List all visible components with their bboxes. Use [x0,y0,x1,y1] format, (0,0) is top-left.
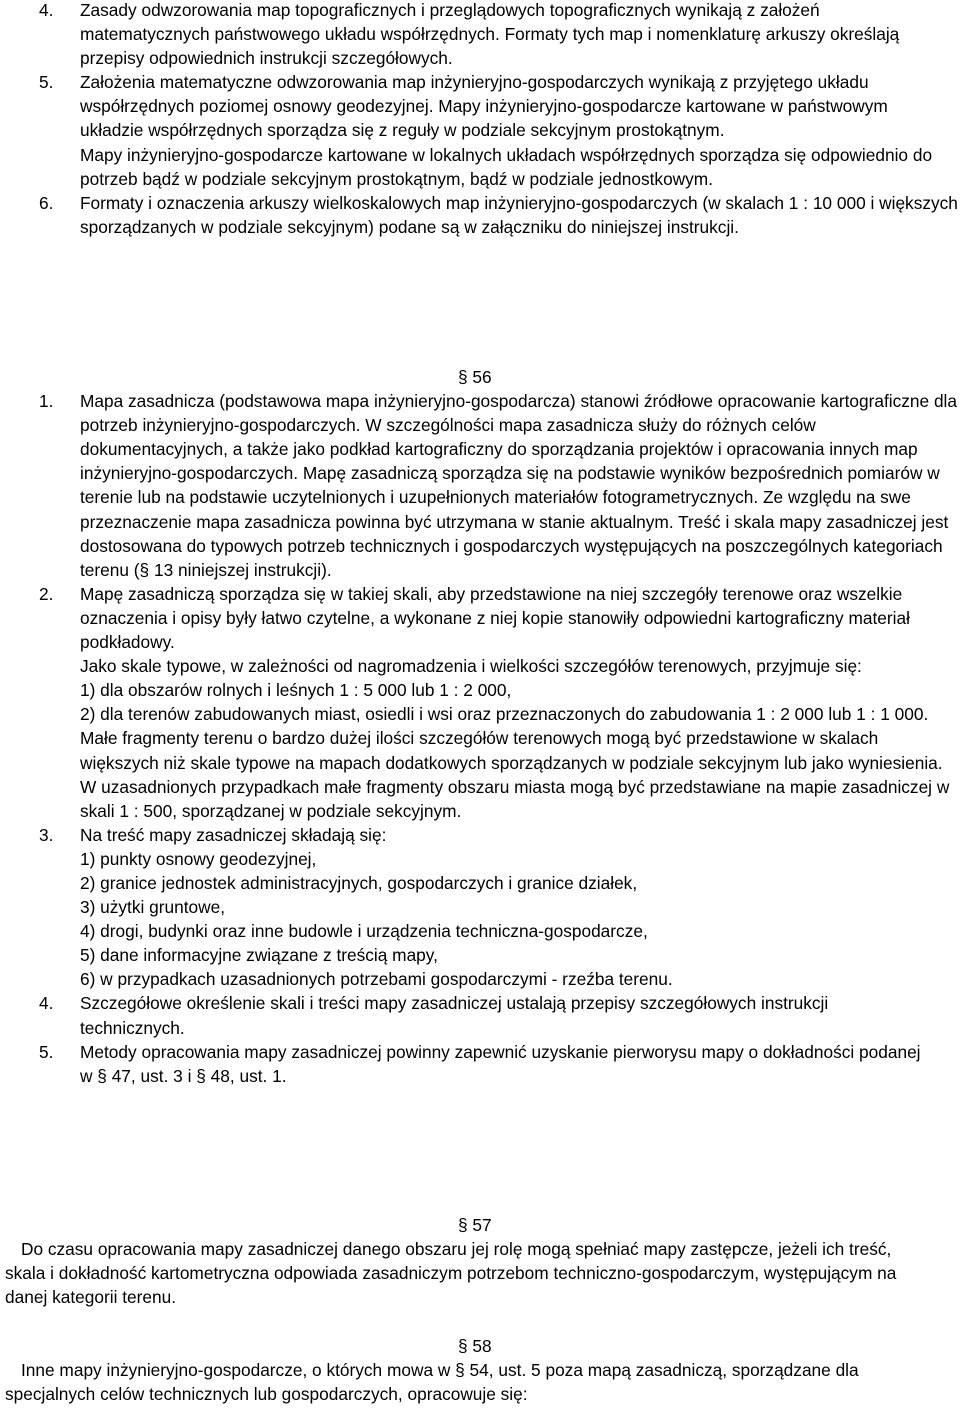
section-58 [0,1334,960,1406]
item-text: Mapa zasadnicza (podstawowa mapa inżynieryjno-gospodarcza) stanowi źródłowe opracowanie kartograficzne dla potrzeb inżynieryjno-gospodarczych. W szczególności mapa zasadnicza służy do różnych celów dokumentacyjnych, a także jako podkład kartograficzny do sporządzania projektów i opracowania innych map inżynieryjno-gospodarczych. Mapę zasadniczą sporządza się na podstawie wyników bezpośrednich pomiarów w terenie lub na podstawie uczytelnionych i uzupełnionych materiałów fotogrametrycznych. Ze względu na swe przeznaczenie mapa zasadnicza powinna być utrzymana w stanie aktualnym. Treść i skala mapy zasadniczej jest dostosowana do typowych potrzeb technicznych i gospodarczych występujących na poszczególnych kategoriach terenu (§ 13 niniejszej instrukcji). [80,391,958,580]
sub-item: 6) w przypadkach uzasadnionych potrzebami gospodarczymi - rzeźba terenu. [80,969,673,990]
sub-item: 1) punkty osnowy geodezyjnej, [80,848,317,869]
item-text: Na treść mapy zasadniczej składają się: [80,824,387,845]
list-item-3 [0,823,940,847]
block-1 [0,0,960,239]
paragraph: Mapy inżynieryjno-gospodarcze kartowane w lokalnych układach współrzędnych sporządza się odpowiednio do potrzeb bądź w podziale sekcyjnym prostokątnym, bądź w podziale jednostkowym. [80,144,933,189]
section-56 [0,365,960,1088]
list-item-6 [0,191,960,239]
paragraph: Do czasu opracowania mapy zasadniczej danego obszaru jej rolę mogą spełniać mapy zastępcze, jeżeli ich treść, skala i dokładność kartometryczna odpowiada zasadniczym potrzebom techniczno-gospodarczym, występującym na danej kategorii terenu. [5,1239,897,1308]
section-57 [0,1213,960,1309]
section-heading: § 57 [458,1215,492,1235]
item-number: 1. [39,391,54,412]
item-number: 5. [39,1041,54,1062]
sub-item: 4) drogi, budynki oraz inne budowle i urządzenia techniczna-gospodarcze, [80,921,648,942]
paragraph: Jako skale typowe, w zależności od nagromadzenia i wielkości szczegółów terenowych, przyjmuje się: [80,656,862,677]
item-text: Założenia matematyczne odwzorowania map inżynieryjno-gospodarczych wynikają z przyjętego układu współrzędnych poziomej osnowy geodezyjnej. Mapy inżynieryjno-gospodarcze kartowane w państwowym układzie współrzędnych sporządza się z reguły w podziale sekcyjnym prostokątnym. [80,72,888,141]
item-number: 4. [39,0,54,20]
paragraph: Inne mapy inżynieryjno-gospodarcze, o których mowa w § 54, ust. 5 poza mapą zasadniczą, sporządzane dla specjalnych celów technicznych lub gospodarczych, opracowuje się: [5,1360,859,1405]
item-number: 2. [39,583,54,604]
list-item-5 [0,70,920,142]
item-text: Formaty i oznaczenia arkuszy wielkoskalowych map inżynieryjno-gospodarczych (w skalach 1 : 10 000 i większych sporządzanych w podziale sekcyjnym) podane są w załączniku do niniejszej instrukcji. [80,192,958,237]
list-item-1 [0,389,960,582]
sub-item: 1) dla obszarów rolnych i leśnych 1 : 5 000 lub 1 : 2 000, [80,680,512,701]
section-heading: § 58 [458,1336,492,1356]
sub-item: 2) dla terenów zabudowanych miast, osiedli i wsi oraz przeznaczonych do zabudowania 1 : 2 000 lub 1 : 1 000. [80,704,929,725]
item-text: Metody opracowania mapy zasadniczej powinny zapewnić uzyskanie pierworysu mapy o dokładności podanej w § 47, ust. 3 i § 48, ust. 1. [80,1041,921,1086]
item-text: Zasady odwzorowania map topograficznych i przeglądowych topograficznych wynikają z założeń matematycznych państwowego układu współrzędnych. Formaty tych map i nomenklaturę arkuszy określają przepisy odpowiednich instrukcji szczegółowych. [80,0,900,69]
list-item-5 [0,1040,925,1088]
item-number: 5. [39,72,54,93]
item-number: 4. [39,993,54,1014]
paragraph: Małe fragmenty terenu o bardzo dużej ilości szczegółów terenowych mogą być przedstawione w skalach większych niż skale typowe na mapach dodatkowych sporządzanych w podziale sekcyjnym lub jako wyniesienia. [80,728,943,773]
list-item-4 [0,0,920,70]
sub-item: 3) użytki gruntowe, [80,897,226,918]
item-text: Mapę zasadniczą sporządza się w takiej skali, aby przedstawione na niej szczegóły terenowe oraz wszelkie oznaczenia i opisy były łatwo czytelne, a wykonane z niej kopie stanowiły odpowiedni kartograficzny materiał podkładowy. [80,583,910,653]
list-item-4 [0,991,925,1039]
paragraph: W uzasadnionych przypadkach małe fragmenty obszaru miasta mogą być przedstawiane na mapie zasadniczej w skali 1 : 500, sporządzanej w podziale sekcyjnym. [80,776,950,821]
sub-item: 2) granice jednostek administracyjnych, gospodarczych i granice działek, [80,872,638,893]
item-text: Szczegółowe określenie skali i treści mapy zasadniczej ustalają przepisy szczegółowych instrukcji technicznych. [80,993,829,1038]
item-number: 3. [39,824,54,845]
item-number: 6. [39,192,54,213]
list-item-2 [0,582,960,654]
sub-item: 5) dane informacyjne związane z treścią mapy, [80,945,438,966]
section-heading: § 56 [458,367,492,387]
